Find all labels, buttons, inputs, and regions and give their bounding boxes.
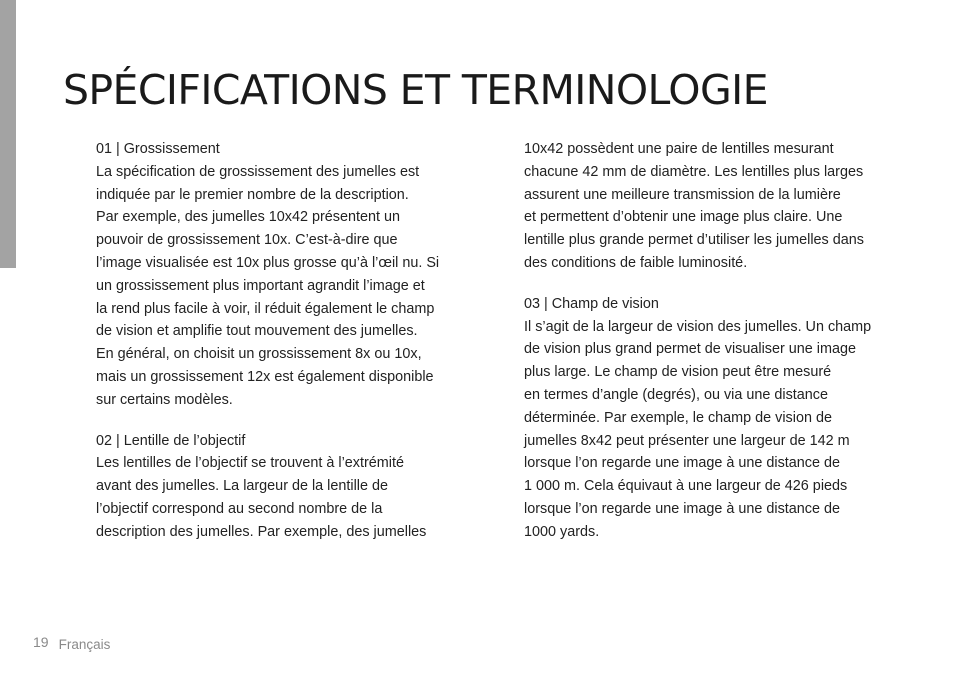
body-line: sur certains modèles.: [96, 391, 233, 408]
body-line: l’objectif correspond au second nombre de la: [96, 500, 383, 517]
body-line: 10x42 possèdent une paire de lentilles mesurant: [524, 141, 834, 157]
body-line: description des jumelles. Par exemple, des jumelles: [96, 523, 427, 540]
body-line: indiquée par le premier nombre de la description.: [96, 186, 409, 203]
body-line: 1 000 m. Cela équivaut à une largeur de 426 pieds: [524, 478, 848, 495]
body-line: la rend plus facile à voir, il réduit également le champ: [96, 300, 435, 317]
body-line: assurent une meilleure transmission de la lumière: [524, 186, 841, 203]
body-line: mais un grossissement 12x est également disponible: [96, 368, 434, 385]
body-line: Il s’agit de la largeur de vision des jumelles. Un champ: [524, 318, 872, 335]
section-grossissement: [96, 138, 481, 412]
body-line: jumelles 8x42 peut présenter une largeur de 142 m: [524, 432, 850, 449]
body-line: plus large. Le champ de vision peut être mesuré: [524, 364, 832, 381]
section-lentille-objectif: [96, 430, 481, 544]
section-heading: 02 | Lentille de l’objectif: [96, 432, 246, 449]
body-line: de vision et amplifie tout mouvement des jumelles.: [96, 323, 418, 340]
body-line: En général, on choisit un grossissement 8x ou 10x,: [96, 346, 422, 363]
body-line: lorsque l’on regarde une image à une distance de: [524, 455, 841, 472]
left-column: [96, 138, 481, 544]
page-number: 19: [33, 634, 49, 650]
body-line: La spécification de grossissement des jumelles est: [96, 163, 420, 180]
page-title: SPÉCIFICATIONS ET TERMINOLOGIE: [63, 66, 768, 114]
body-line: 1000 yards.: [524, 523, 600, 540]
body-line: lorsque l’on regarde une image à une distance de: [524, 500, 841, 517]
right-column: [524, 138, 919, 544]
body-line: lentille plus grande permet d’utiliser les jumelles dans: [524, 232, 864, 249]
section-heading: 01 | Grossissement: [96, 141, 220, 157]
body-line: et permettent d’obtenir une image plus claire. Une: [524, 209, 843, 226]
body-line: de vision plus grand permet de visualiser une image: [524, 341, 856, 358]
paragraph-gap: [524, 275, 919, 293]
section-lentille-continuation: [524, 138, 919, 275]
section-champ-de-vision: [524, 293, 919, 544]
body-line: Les lentilles de l’objectif se trouvent à l’extrémité: [96, 455, 404, 472]
body-line: avant des jumelles. La largeur de la lentille de: [96, 478, 388, 495]
body-line: pouvoir de grossissement 10x. C’est-à-dire que: [96, 232, 398, 249]
body-line: chacune 42 mm de diamètre. Les lentilles plus larges: [524, 163, 864, 180]
side-tab-marker: [0, 0, 16, 268]
page-footer: [33, 634, 110, 650]
body-line: l’image visualisée est 10x plus grosse qu’à l’œil nu. Si: [96, 254, 440, 271]
section-heading: 03 | Champ de vision: [524, 295, 659, 312]
body-line: en termes d’angle (degrés), ou via une distance: [524, 386, 828, 403]
paragraph-gap: [96, 412, 481, 430]
body-line: déterminée. Par exemple, le champ de vision de: [524, 409, 832, 426]
language-label: Français: [58, 637, 111, 652]
body-line: un grossissement plus important agrandit l’image et: [96, 277, 425, 294]
body-line: Par exemple, des jumelles 10x42 présentent un: [96, 209, 400, 226]
body-line: des conditions de faible luminosité.: [524, 254, 748, 271]
